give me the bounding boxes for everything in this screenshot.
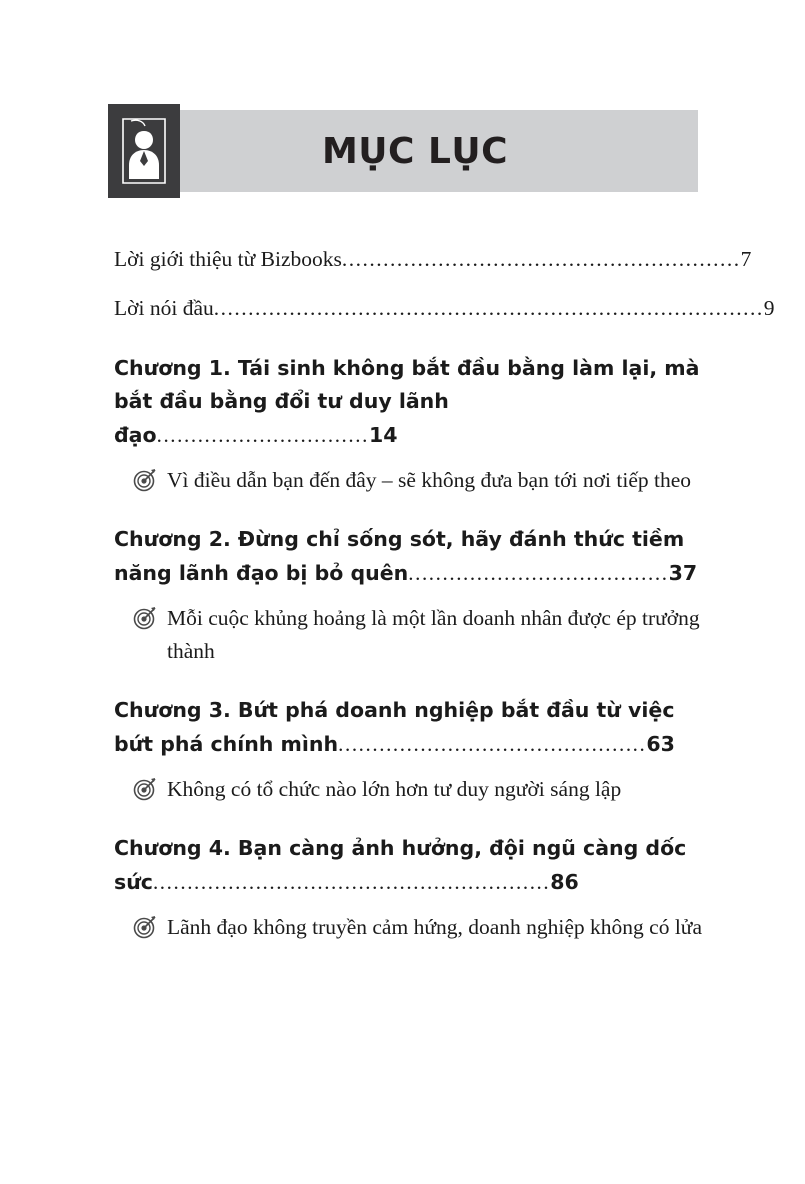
toc-leader-dots: ......................................: [408, 561, 669, 586]
toc-chapter-2: [114, 523, 704, 668]
toc-leader-dots: .............................................: [338, 731, 647, 756]
target-icon: [132, 914, 158, 940]
toc-chapter-title: Chương 4. Bạn càng ảnh hưởng, đội ngũ càng dốc sức: [114, 835, 687, 894]
toc-entry-front-1[interactable]: [114, 292, 775, 325]
page-title: MỤC LỤC: [321, 130, 509, 172]
toc-subitem[interactable]: [114, 911, 704, 944]
toc-entry-label: Lời giới thiệu từ Bizbooks: [114, 247, 342, 271]
toc-leader-dots: ..........................................................: [152, 869, 551, 894]
toc-chapter-1: [114, 352, 704, 497]
page-header-band: [108, 110, 698, 192]
toc-chapter-heading[interactable]: [114, 832, 704, 899]
toc-leader-dots: ................................................................................: [213, 296, 764, 321]
toc-subitem-text: Mỗi cuộc khủng hoảng là một lần doanh nhân được ép trưởng thành: [167, 606, 700, 663]
toc-leader-dots: ...............................: [156, 423, 369, 448]
toc-chapter-page: 63: [646, 731, 675, 756]
toc-chapter-4: [114, 832, 704, 944]
toc-entry-front-0[interactable]: [114, 243, 752, 276]
toc-chapter-heading[interactable]: [114, 352, 704, 453]
toc-chapter-title: Chương 2. Đừng chỉ sống sót, hãy đánh thức tiềm năng lãnh đạo bị bỏ quên: [114, 526, 685, 586]
toc-subitem[interactable]: [114, 602, 704, 667]
target-icon: [132, 605, 158, 631]
toc-chapter-heading[interactable]: [114, 694, 704, 761]
bizbooks-man-logo-icon: [108, 104, 180, 198]
toc-chapter-title: Chương 3. Bứt phá doanh nghiệp bắt đầu từ việc bứt phá chính mình: [114, 697, 675, 756]
table-of-contents: [114, 243, 775, 948]
toc-subitem[interactable]: [114, 464, 704, 497]
target-icon: [132, 776, 158, 802]
toc-chapter-page: 14: [368, 423, 398, 448]
toc-entry-label: Lời nói đầu: [114, 296, 214, 321]
toc-entry-page: 9: [763, 296, 775, 321]
toc-subitem[interactable]: [114, 773, 704, 806]
toc-subitem-text: Lãnh đạo không truyền cảm hứng, doanh nghiệp không có lửa: [167, 915, 703, 940]
toc-subitem-text: Không có tổ chức nào lớn hơn tư duy người sáng lập: [167, 777, 622, 802]
toc-chapter-heading[interactable]: [114, 523, 704, 590]
toc-chapter-title: Chương 1. Tái sinh không bắt đầu bằng làm lại, mà bắt đầu bằng đổi tư duy lãnh đạo: [114, 355, 700, 448]
toc-subitem-text: Vì điều dẫn bạn đến đây – sẽ không đưa bạn tới nơi tiếp theo: [167, 468, 691, 493]
toc-chapter-page: 86: [550, 869, 579, 894]
target-icon: [132, 467, 158, 493]
toc-chapter-3: [114, 694, 704, 806]
toc-chapter-page: 37: [668, 561, 698, 586]
toc-entry-page: 7: [740, 247, 752, 271]
toc-leader-dots: ..........................................................: [341, 247, 741, 271]
